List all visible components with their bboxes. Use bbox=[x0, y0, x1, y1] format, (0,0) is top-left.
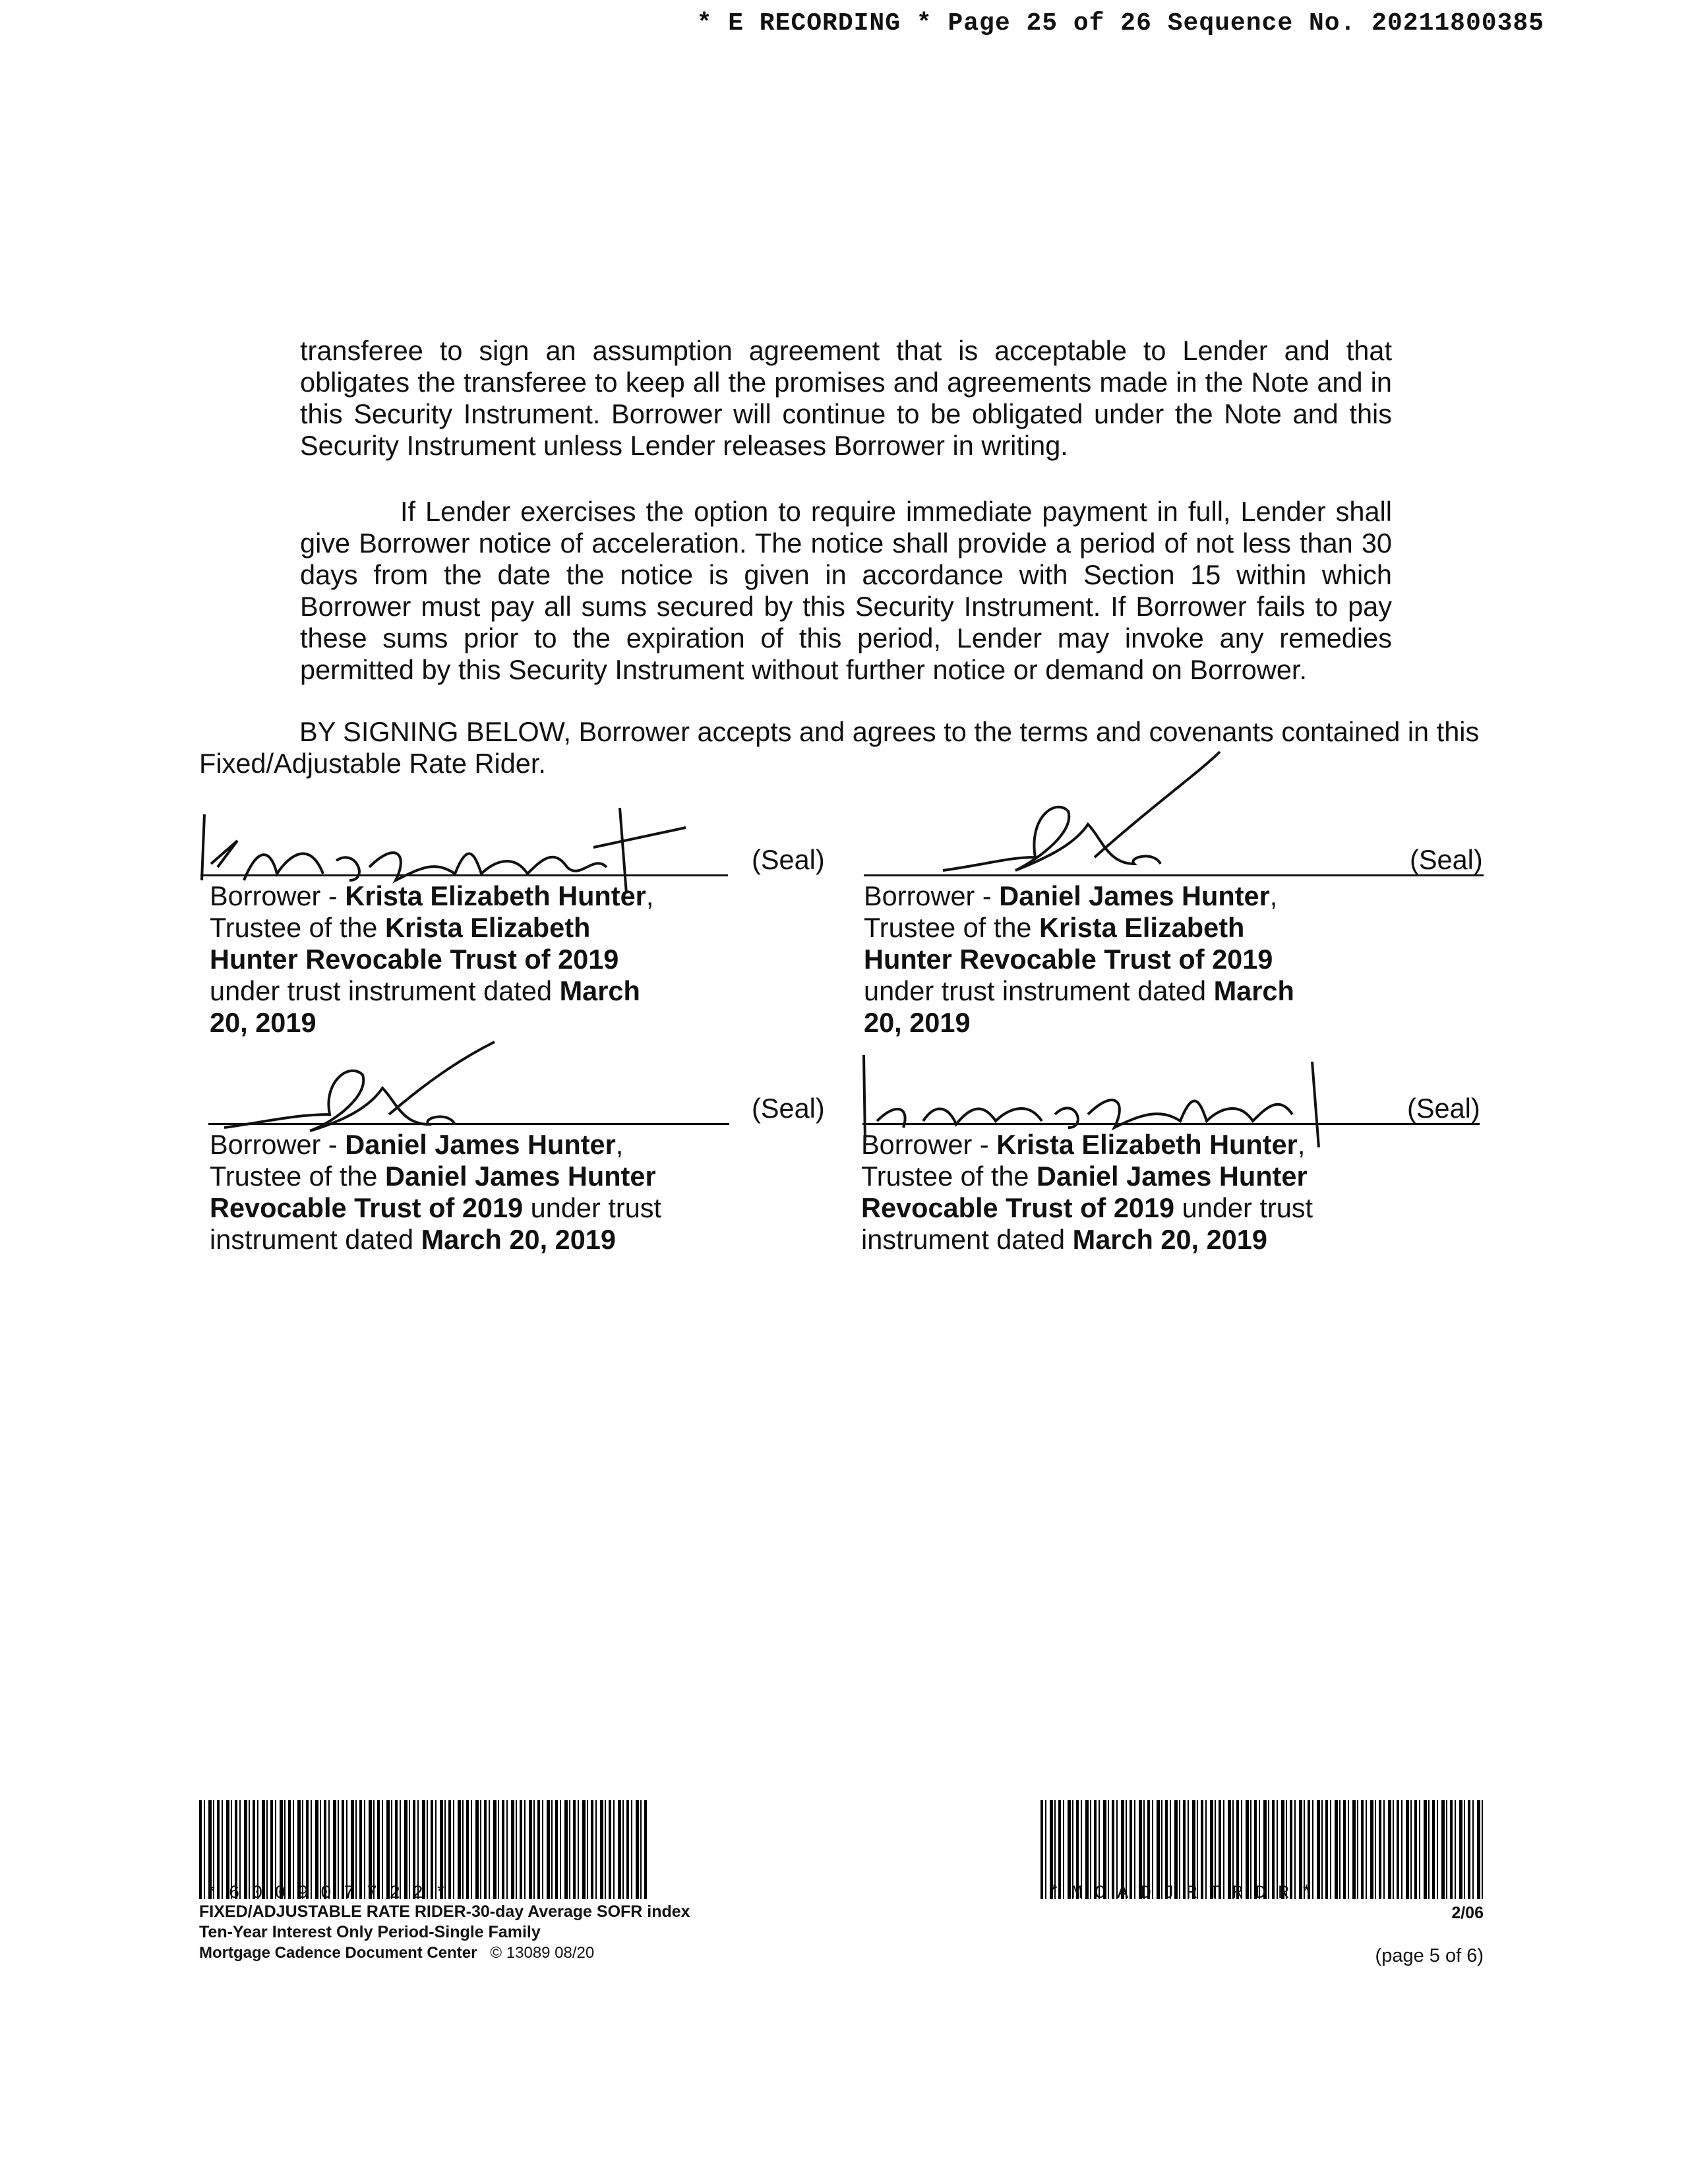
signature-caption-2: Borrower - Daniel James Hunter, Trustee of the Krista Elizabeth Hunter Revocable Trust of 2019 under trust instrument dated March 20, 2019 bbox=[864, 880, 1294, 1038]
paragraph-signing: BY SIGNING BELOW, Borrower accepts and agrees to the terms and covenants contained in this Fixed/Adjustable Rate Rider. bbox=[199, 716, 1480, 779]
signature-caption-1: Borrower - Krista Elizabeth Hunter, Trustee of the Krista Elizabeth Hunter Revocable Trust of 2019 under trust instrument dated March 20, 2019 bbox=[210, 880, 654, 1038]
signature-caption-3: Borrower - Daniel James Hunter, Trustee of the Daniel James Hunter Revocable Trust of 2019 under trust instrument dated March 20, 2019 bbox=[210, 1129, 662, 1255]
handwritten-signature-daniel-1 bbox=[936, 745, 1226, 877]
form-footer: FIXED/ADJUSTABLE RATE RIDER-30-day Average SOFR index Ten-Year Interest Only Period-Single Family Mortgage Cadence Document Center © 13089 08/20 bbox=[199, 1902, 690, 1962]
seal-label: (Seal) bbox=[1410, 844, 1483, 875]
handwritten-signature-krista-1 bbox=[198, 801, 738, 894]
barcode-right-text: *MCADJRTRDR* bbox=[1048, 1883, 1324, 1904]
signature-caption-4: Borrower - Krista Elizabeth Hunter, Trustee of the Daniel James Hunter Revocable Trust of 2019 under trust instrument dated March 20, 2019 bbox=[861, 1129, 1313, 1255]
recording-header: * E RECORDING * Page 25 of 26 Sequence No. 20211800385 bbox=[696, 9, 1544, 38]
paragraph-acceleration: If Lender exercises the option to require immediate payment in full, Lender shall give Borrower notice of acceleration. The notice shall provide a period of not less than 30 days from the date the notice is given in accordance with Section 15 within which Borrower must pay all sums secured by this Security Instrument. If Borrower fails to pay these sums prior to the expiration of this period, Lender may invoke any remedies permitted by this Security Instrument without further notice or demand on Borrower. bbox=[300, 496, 1392, 685]
seal-label: (Seal) bbox=[752, 844, 825, 875]
form-code: 2/06 bbox=[1451, 1904, 1484, 1922]
paragraph-assumption: transferee to sign an assumption agreement that is acceptable to Lender and that obligates the transferee to keep all the promises and agreements made in the Note and in this Security Instrument. Borrower will continue to be obligated under the Note and this Security Instrument unless Lender releases Borrower in writing. bbox=[300, 335, 1392, 461]
seal-label: (Seal) bbox=[752, 1093, 825, 1124]
seal-label: (Seal) bbox=[1407, 1093, 1480, 1124]
page-number: (page 5 of 6) bbox=[1375, 1945, 1484, 1966]
handwritten-signature-daniel-2 bbox=[218, 1035, 508, 1134]
barcode-left-text: *600907722* bbox=[206, 1883, 458, 1904]
